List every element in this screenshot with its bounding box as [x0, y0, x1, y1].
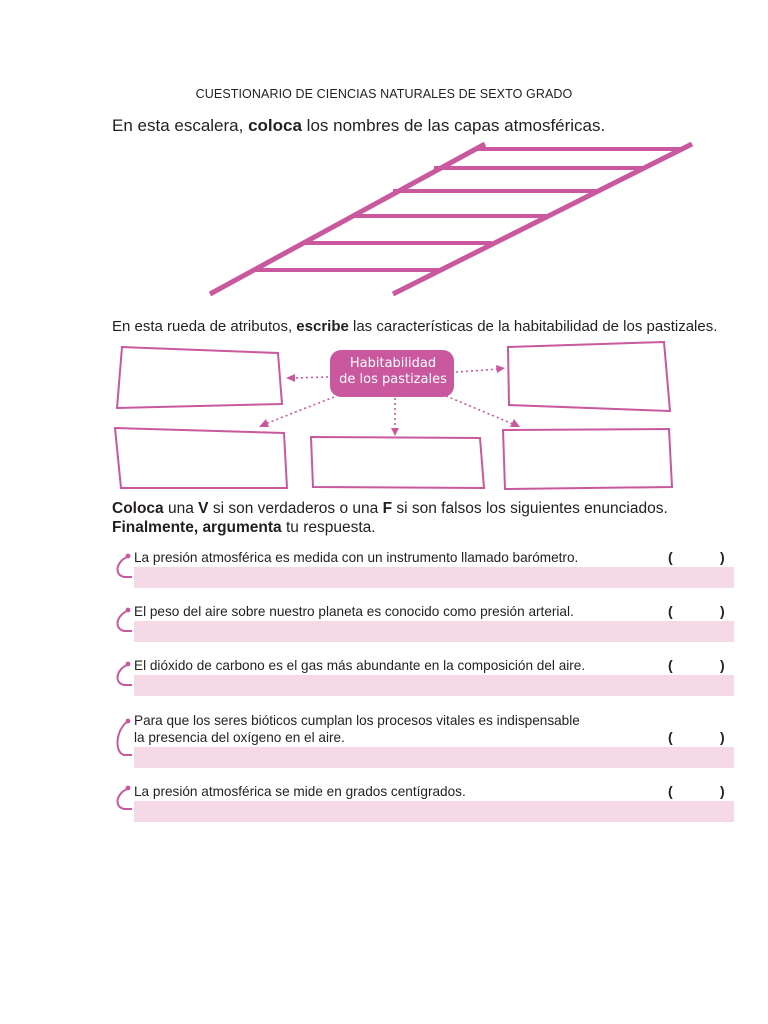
hook-dot [126, 786, 131, 791]
hook-icon [118, 789, 132, 809]
hook-dot [126, 662, 131, 667]
hub-label-line: de los pastizales [339, 372, 447, 387]
instruction-text: si son verdaderos o una [208, 500, 383, 517]
argument-field[interactable] [134, 675, 734, 696]
arrow-head-down-left [259, 419, 269, 427]
answer-box-top-left[interactable] [117, 347, 282, 408]
instruction-verb: argumenta [202, 519, 282, 536]
argument-field[interactable] [134, 567, 734, 588]
instruction-text: las características de la habitabilidad de los pastizales. [348, 318, 718, 335]
instruction-text: En esta escalera, [112, 116, 249, 135]
arrow-down-left [265, 397, 334, 424]
hook-icon [118, 557, 132, 577]
answer-paren-close: ) [720, 729, 725, 745]
true-false-instruction [112, 499, 668, 537]
statement-text: El peso del aire sobre nuestro planeta es conocido como presión arterial. [134, 604, 574, 619]
argument-field[interactable] [134, 801, 734, 822]
arrow-right [456, 369, 500, 372]
statement-text: Para que los seres bióticos cumplan los procesos vitales es indispensable [134, 713, 580, 728]
instruction-letter: F [382, 500, 393, 517]
hook-dot [126, 554, 131, 559]
instruction-text: los nombres de las capas atmosféricas. [301, 116, 606, 135]
answer-paren-open: ( [668, 729, 673, 745]
hook-icon [118, 722, 132, 755]
instruction-text: En esta rueda de atributos, [112, 318, 297, 335]
hub-label-line: Habitabilidad [349, 356, 437, 371]
answer-paren-close: ) [720, 603, 725, 619]
instruction-line [112, 518, 668, 537]
arrow-head-right [496, 365, 505, 373]
statement-text: El dióxido de carbono es el gas más abundante en la composición del aire. [134, 658, 586, 673]
hub-label [332, 356, 454, 388]
instruction-text: Finalmente, [112, 519, 203, 536]
instruction-text: tu respuesta. [281, 519, 376, 536]
answer-paren-close: ) [720, 783, 725, 799]
answer-paren-open: ( [668, 603, 673, 619]
instruction-text: si son falsos los siguientes enunciados. [392, 500, 668, 517]
instruction-text: una [163, 500, 199, 517]
instruction-verb: coloca [248, 116, 302, 135]
instruction-line [112, 499, 668, 518]
wheel-instruction [112, 318, 717, 335]
statement-text: La presión atmosférica se mide en grados centígrados. [134, 784, 466, 799]
answer-box-bottom-right[interactable] [503, 429, 672, 489]
argument-field[interactable] [134, 747, 734, 768]
statement-text: La presión atmosférica es medida con un instrumento llamado barómetro. [134, 550, 579, 565]
hook-icon [118, 611, 132, 631]
answer-paren-close: ) [720, 549, 725, 565]
answer-paren-open: ( [668, 783, 673, 799]
statement-hooks [118, 554, 132, 809]
instruction-verb: Coloca [112, 500, 164, 517]
answer-paren-open: ( [668, 657, 673, 673]
answer-box-top-right[interactable] [508, 342, 670, 411]
answer-paren-open: ( [668, 549, 673, 565]
argument-field[interactable] [134, 621, 734, 642]
instruction-verb: escribe [296, 318, 349, 335]
instruction-letter: V [198, 500, 209, 517]
answer-box-bottom-left[interactable] [115, 428, 287, 488]
arrow-down-right [446, 396, 513, 424]
hook-dot [126, 608, 131, 613]
hook-icon [118, 665, 132, 685]
arrow-head-down [391, 428, 399, 436]
statement-text: la presencia del oxígeno en el aire. [134, 730, 345, 745]
atmosphere-ladder [210, 144, 692, 294]
answer-paren-close: ) [720, 657, 725, 673]
arrow-left [292, 377, 328, 378]
hook-dot [126, 719, 131, 724]
arrow-head-left [286, 374, 295, 382]
answer-box-bottom-center[interactable] [311, 437, 484, 488]
document-title: CUESTIONARIO DE CIENCIAS NATURALES DE SEXTO GRADO [195, 87, 573, 101]
